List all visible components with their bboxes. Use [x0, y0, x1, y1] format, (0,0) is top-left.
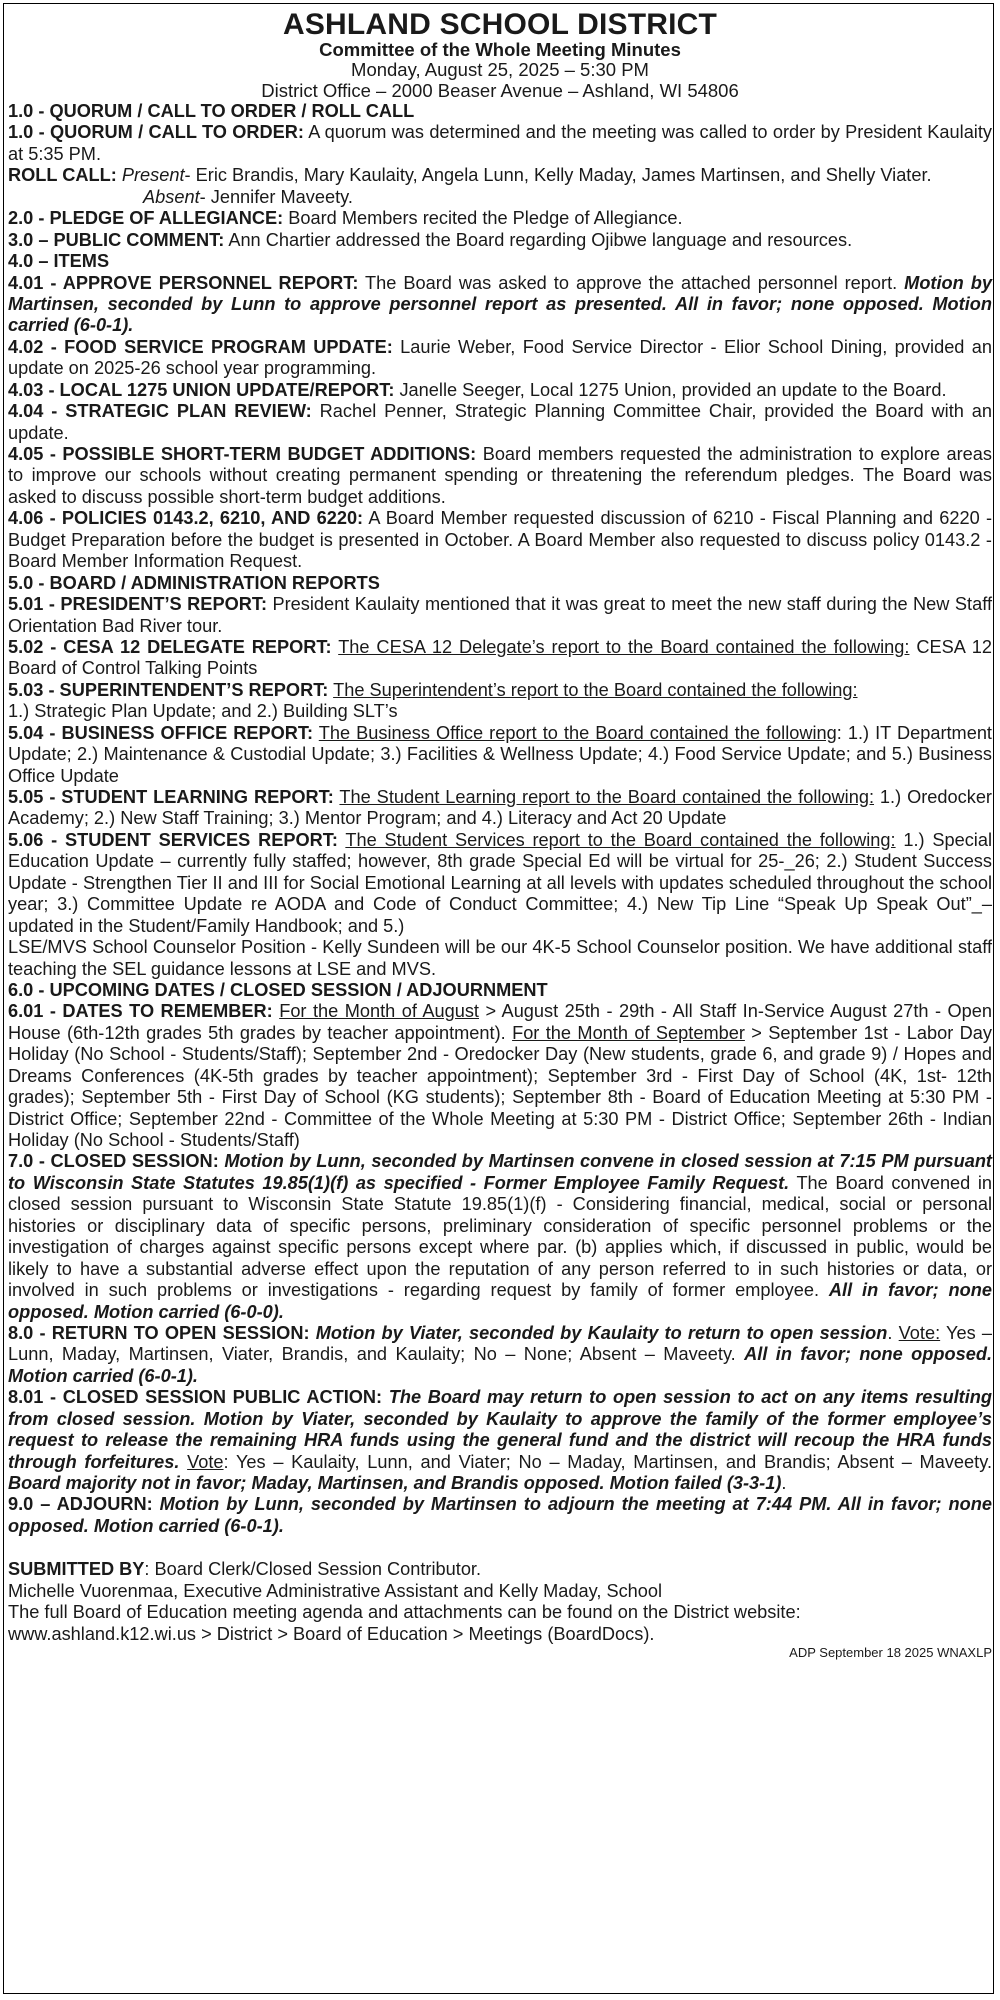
report-5-05-intro: The Student Learning report to the Board contained the following:	[339, 787, 875, 808]
present-label: Present	[121, 165, 185, 186]
report-5-03-items: 1.) Strategic Plan Update; and 2.) Building SLT’s	[8, 701, 398, 722]
submitted-by-names: Michelle Vuorenmaa, Executive Administrative Assistant and Kelly Maday, School	[8, 1580, 663, 1601]
call-to-order-text: A quorum was determined and the meeting was called to order by President Kaulaity at 5:35 PM.	[8, 122, 992, 164]
item-4-04	[8, 401, 992, 444]
public-action-label: 8.01 - CLOSED SESSION PUBLIC ACTION:	[8, 1387, 383, 1408]
report-5-04-intro: The Business Office report to the Board contained the following	[318, 722, 837, 743]
item-4-03-label: 4.03 - LOCAL 1275 UNION UPDATE/REPORT:	[8, 379, 395, 400]
absent-label: Absent	[143, 186, 200, 207]
item-4-01-motion: Motion by Martinsen, seconded by Lunn to approve personnel report as presented. All in favor; none opposed. Motion carried (6-0-1).	[8, 272, 992, 336]
call-to-order-label: 1.0 - QUORUM / CALL TO ORDER:	[8, 122, 304, 143]
item-4-06-text: A Board Member requested discussion of 6210 - Fiscal Planning and 6220 - Budget Preparation before the budget is presented in October. A Board Member also requested to discuss policy 0143.2 - Board Member Information Request.	[8, 508, 993, 572]
item-4-04-label: 4.04 - STRATEGIC PLAN REVIEW:	[8, 401, 312, 422]
report-5-04	[8, 723, 992, 787]
item-4-01-text: The Board was asked to approve the attached personnel report.	[358, 272, 905, 293]
item-4-05	[8, 444, 992, 508]
open-session-label: 8.0 - RETURN TO OPEN SESSION:	[8, 1322, 310, 1343]
report-5-03	[8, 680, 992, 701]
public-comment-paragraph	[8, 230, 992, 251]
closed-session-result: All in favor; none opposed. Motion carried (6-0-0).	[8, 1280, 992, 1322]
report-5-05	[8, 787, 992, 830]
item-4-06	[8, 508, 992, 572]
report-5-06-intro: The Student Services report to the Board contained the following:	[345, 829, 896, 850]
report-5-05-text: 1.) Oredocker Academy; 2.) New Staff Training; 3.) Mentor Program; and 4.) Literacy and Act 20 Update	[8, 787, 992, 829]
closed-session-label: 7.0 - CLOSED SESSION:	[8, 1151, 219, 1172]
item-4-06-label: 4.06 - POLICIES 0143.2, 6210, AND 6220:	[8, 508, 364, 529]
closed-session-paragraph	[8, 1151, 992, 1323]
document-header	[8, 10, 992, 101]
roll-call-label: ROLL CALL:	[8, 165, 117, 186]
minutes-subtitle: Committee of the Whole Meeting Minutes	[319, 39, 681, 60]
pledge-paragraph	[8, 208, 992, 229]
item-4-01-label: 4.01 - APPROVE PERSONNEL REPORT:	[8, 272, 359, 293]
report-5-02-text: CESA 12 Board of Control Talking Points	[8, 636, 993, 679]
pledge-text: Board Members recited the Pledge of Allegiance.	[283, 208, 683, 229]
website-note: The full Board of Education meeting agenda and attachments can be found on the District website: www.ashland.k12.wi.us > District > Board of Education > Meetings (BoardDocs).	[8, 1602, 801, 1644]
adjourn-label: 9.0 – ADJOURN:	[8, 1494, 153, 1515]
report-5-02-intro: The CESA 12 Delegate’s report to the Board contained the following:	[338, 636, 910, 657]
report-5-02-label: 5.02 - CESA 12 DELEGATE REPORT:	[8, 636, 332, 657]
report-5-06-label: 5.06 - STUDENT SERVICES REPORT:	[8, 829, 338, 850]
public-comment-label: 3.0 – PUBLIC COMMENT:	[8, 229, 225, 250]
submitted-by-text: : Board Clerk/Closed Session Contributor.	[144, 1559, 482, 1580]
roll-call-paragraph	[8, 165, 992, 186]
report-5-05-label: 5.05 - STUDENT LEARNING REPORT:	[8, 787, 334, 808]
adjourn-motion: Motion by Lunn, seconded by Martinsen to adjourn the meeting at 7:44 PM. All in favor; none opposed. Motion carried (6-0-1).	[8, 1494, 992, 1536]
district-title: ASHLAND SCHOOL DISTRICT	[282, 8, 718, 41]
item-4-05-text: Board members requested the administration to explore areas to improve our schools without creating permanent spending or threatening the referendum pledges. The Board was asked to discuss possible short-term budget additions.	[8, 444, 993, 507]
pledge-label: 2.0 - PLEDGE OF ALLEGIANCE:	[8, 208, 284, 229]
report-5-06-continued: LSE/MVS School Counselor Position - Kelly Sundeen will be our 4K-5 School Counselor position. We have additional staff teaching the SEL guidance lessons at LSE and MVS.	[8, 937, 992, 979]
closed-session-text: The Board convened in closed session pursuant to Wisconsin State Statute 19.85(1)(f) - Considering financial, medical, social or personal histories or disciplinary data of specific persons, preliminary consideration of specific personnel problems or the investigation of charges against specific persons except where par. (b) applies which, if discussed in public, would be likely to have a substantial adverse effect upon the reputation of any person referred to in such histories or data, or involved in such problems or investigations - regarding request by family of former employee.	[8, 1172, 992, 1301]
public-comment-text: Ann Chartier addressed the Board regarding Ojibwe language and resources.	[224, 229, 853, 250]
item-4-03-text: Janelle Seeger, Local 1275 Union, provided an update to the Board.	[394, 379, 947, 400]
open-session-vote-label: Vote:	[898, 1322, 941, 1343]
call-to-order-paragraph	[8, 122, 992, 165]
report-5-06-text: 1.) Special Education Update – currently fully staffed; however, 8th grade Special Ed will be virtual for 25-_26; 2.) Student Success Update - Strengthen Tier II and III for Social Emotional Learning at all levels with updates scheduled throughout the school year; 3.) Committee Update re AODA and Code of Conduct Committee; 4.) New Tip Line “Speak Up Speak Out”_– updated in the Student/Family Handbook; and 5.)	[8, 829, 992, 936]
item-4-02	[8, 337, 992, 380]
submitted-by-label: SUBMITTED BY	[8, 1559, 145, 1580]
section-6-heading: 6.0 - UPCOMING DATES / CLOSED SESSION / ADJOURNMENT	[8, 979, 548, 1000]
report-5-01-text: President Kaulaity mentioned that it was great to meet the new staff during the New Staff Orientation Bad River tour.	[8, 594, 992, 636]
adjourn-paragraph	[8, 1494, 992, 1537]
public-action-paragraph	[8, 1387, 992, 1494]
meeting-location: District Office – 2000 Beaser Avenue – Ashland, WI 54806	[261, 79, 739, 101]
report-5-02	[8, 637, 992, 680]
publication-tag: ADP September 18 2025 WNAXLP	[789, 1645, 992, 1661]
section-4-heading: 4.0 – ITEMS	[8, 251, 110, 272]
open-session-result: All in favor; none opposed. Motion carried (6-0-1).	[8, 1344, 993, 1386]
item-4-03	[8, 380, 992, 401]
report-5-03-intro: The Superintendent’s report to the Board contained the following:	[333, 679, 858, 700]
dates-label: 6.01 - DATES TO REMEMBER:	[8, 1001, 273, 1022]
item-4-05-label: 4.05 - POSSIBLE SHORT-TERM BUDGET ADDITIONS:	[8, 444, 477, 465]
report-5-03-label: 5.03 - SUPERINTENDENT’S REPORT:	[8, 679, 329, 700]
meeting-minutes-document	[8, 10, 992, 1662]
item-4-02-text: Laurie Weber, Food Service Director - Elior School Dining, provided an update on 2025-26 school year programming.	[8, 336, 993, 379]
report-5-04-text: : 1.) IT Department Update; 2.) Maintenance & Custodial Update; 3.) Facilities & Wellness Update; 4.) Food Service Update; and 5.) Business Office Update	[8, 722, 992, 786]
open-session-vote: Yes – Lunn, Maday, Martinsen, Viater, Brandis, and Kaulaity; No – None; Absent – Maveety.	[8, 1322, 992, 1365]
report-5-04-label: 5.04 - BUSINESS OFFICE REPORT:	[8, 722, 314, 743]
report-5-06	[8, 830, 992, 937]
section-5-heading: 5.0 - BOARD / ADMINISTRATION REPORTS	[8, 572, 380, 593]
public-action-result: Board majority not in favor; Maday, Martinsen, and Brandis opposed. Motion failed (3-3-1)	[8, 1473, 782, 1494]
meeting-date: Monday, August 25, 2025 – 5:30 PM	[351, 59, 649, 81]
august-heading: For the Month of August	[279, 1001, 479, 1022]
absent-paragraph	[8, 187, 992, 208]
report-5-01-label: 5.01 - PRESIDENT’S REPORT:	[8, 594, 267, 615]
september-dates: > September 1st - Labor Day Holiday (No School - Students/Staff); September 2nd - Oredocker Day (New students, grade 6, and grade 9) / Hopes and Dreams Conferences (4K-5th grades by teacher appointment); September 3rd - First Day of School (4K, 1st- 12th grades); September 5th - First Day of School (KG students); September 8th - Board of Education Meeting at 5:30 PM - District Office; September 22nd - Committee of the Whole Meeting at 5:30 PM - District Office; September 26th - Indian Holiday (No School - Students/Staff)	[8, 1022, 992, 1151]
open-session-motion: Motion by Viater, seconded by Kaulaity to return to open session	[309, 1322, 888, 1343]
public-action-vote-label: Vote	[187, 1451, 224, 1472]
closed-session-motion: Motion by Lunn, seconded by Martinsen convene in closed session at 7:15 PM pursuant to Wisconsin State Statutes 19.85(1)(f) as specified - Former Employee Family Request.	[8, 1151, 992, 1193]
public-action-end: .	[781, 1473, 787, 1494]
item-4-02-label: 4.02 - FOOD SERVICE PROGRAM UPDATE:	[8, 336, 393, 357]
public-action-vote: : Yes – Kaulaity, Lunn, and Viater; No – Maday, Martinsen, and Brandis; Absent – Maveety.	[223, 1451, 992, 1472]
public-action-motion: The Board may return to open session to act on any items resulting from closed session. Motion by Viater, seconded by Kaulaity to approve the family of the former employee’s request to release the remaining HRA funds using the general fund and the district will recoup the HRA funds through forfeitures.	[8, 1387, 993, 1472]
present-members: - Eric Brandis, Mary Kaulaity, Angela Lunn, Kelly Maday, James Martinsen, and Shelly Viater.	[184, 165, 932, 186]
august-dates: > August 25th - 29th - All Staff In-Service August 27th - Open House (6th-12th grades 5th grades by teacher appointment).	[8, 1001, 992, 1043]
item-4-01	[8, 273, 992, 337]
dates-to-remember	[8, 1001, 992, 1151]
report-5-01	[8, 594, 992, 637]
september-heading: For the Month of September	[512, 1022, 745, 1043]
item-4-04-text: Rachel Penner, Strategic Planning Committee Chair, provided the Board with an update.	[8, 401, 992, 443]
submitted-by	[8, 1559, 992, 1580]
open-session-paragraph	[8, 1323, 992, 1387]
section-1-heading: 1.0 - QUORUM / CALL TO ORDER / ROLL CALL	[8, 101, 415, 122]
open-session-separator: .	[887, 1322, 899, 1343]
absent-members: - Jennifer Maveety.	[199, 186, 353, 207]
